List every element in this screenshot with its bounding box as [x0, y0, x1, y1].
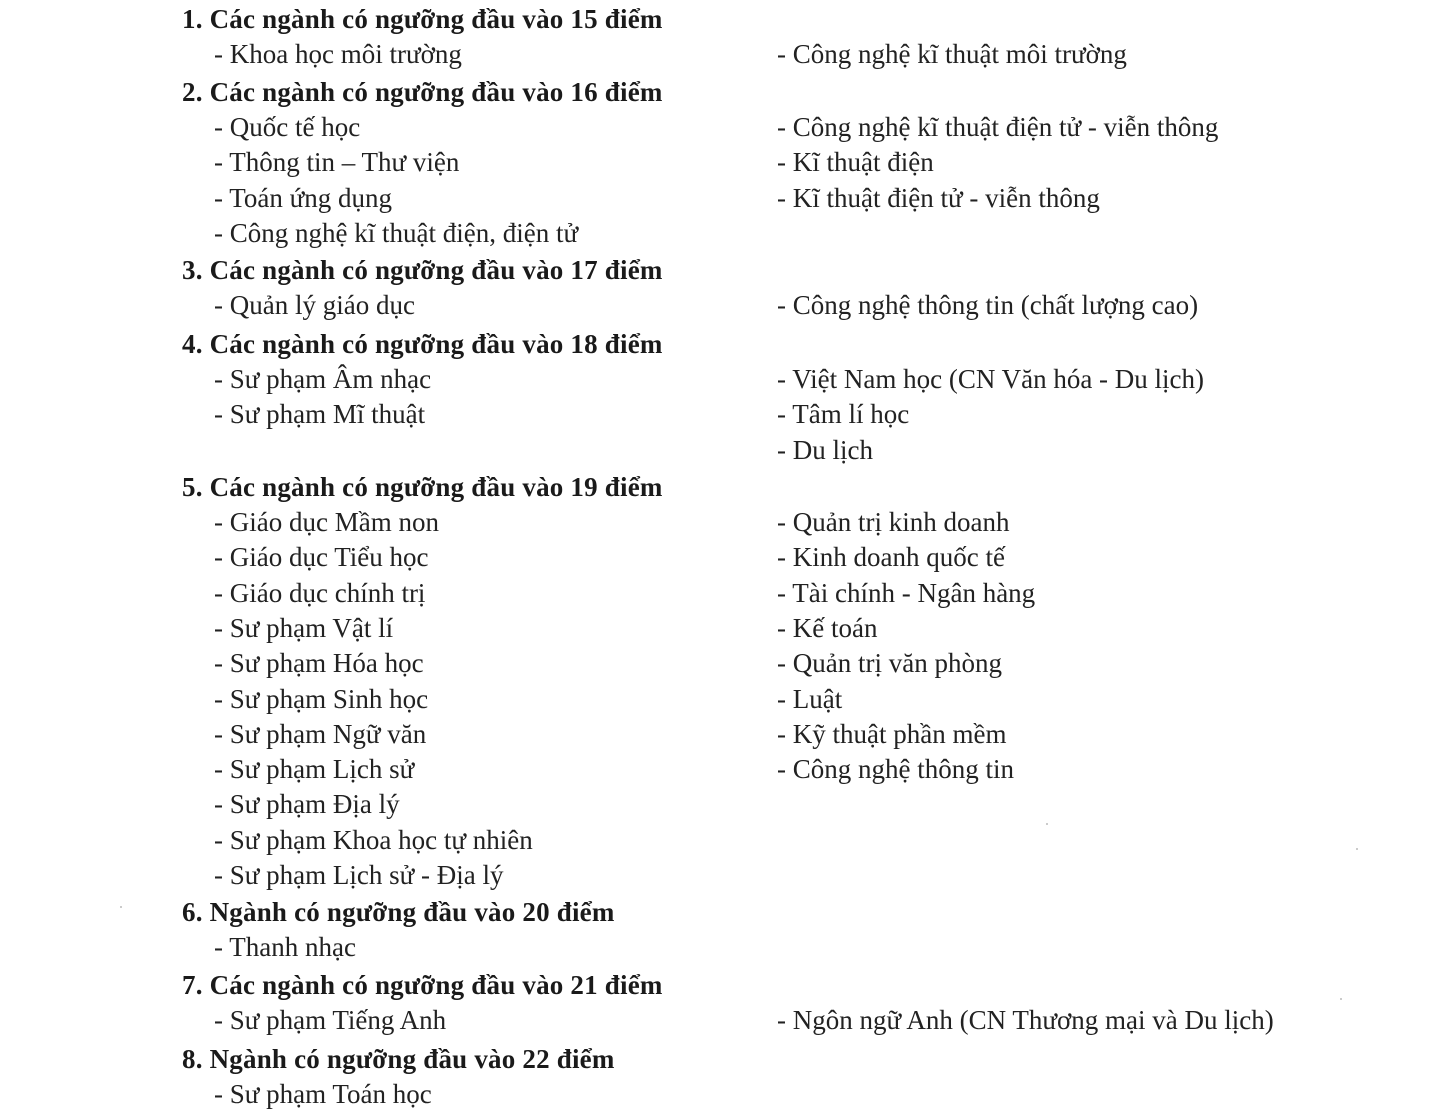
major-item-left: - Sư phạm Mĩ thuật — [214, 399, 426, 430]
major-item-left: - Giáo dục Mầm non — [214, 507, 439, 537]
major-item-right: - Kế toán — [777, 612, 878, 643]
major-item-left: - Sư phạm Tiếng Anh — [214, 1005, 447, 1035]
major-item-left: - Sư phạm Lịch sử - Địa lý — [214, 860, 504, 890]
major-item-right: - Công nghệ thông tin (chất lượng cao) — [777, 290, 1199, 320]
scan-speck — [120, 906, 122, 908]
section-heading: 4. Các ngành có ngưỡng đầu vào 18 điểm — [182, 329, 663, 359]
major-item-left: - Sư phạm Ngữ văn — [214, 718, 427, 749]
major-item-left: - Giáo dục Tiểu học — [214, 542, 429, 573]
major-item-right: - Tâm lí học — [777, 399, 910, 430]
major-item-right: - Quản trị kinh doanh — [777, 507, 1010, 537]
major-item-left: - Thông tin – Thư viện — [214, 147, 460, 178]
major-item-right: - Việt Nam học (CN Văn hóa - Du lịch) — [777, 364, 1205, 394]
major-item-right: - Kinh doanh quốc tế — [777, 542, 1005, 573]
major-item-right: - Tài chính - Ngân hàng — [777, 577, 1036, 608]
major-item-left: - Sư phạm Khoa học tự nhiên — [214, 824, 533, 855]
major-item-right: - Quản trị văn phòng — [777, 648, 1002, 679]
section-heading: 3. Các ngành có ngưỡng đầu vào 17 điểm — [182, 255, 663, 285]
section-heading: 2. Các ngành có ngưỡng đầu vào 16 điểm — [182, 77, 663, 107]
major-item-left: - Công nghệ kĩ thuật điện, điện tử — [214, 217, 579, 248]
major-item-right: - Kĩ thuật điện — [777, 147, 934, 178]
major-item-left: - Sư phạm Âm nhạc — [214, 364, 432, 394]
scan-speck — [1046, 823, 1048, 825]
scan-speck — [1340, 998, 1342, 1000]
major-item-right: - Kĩ thuật điện tử - viễn thông — [777, 182, 1100, 213]
scan-speck — [1356, 848, 1358, 850]
section-heading: 8. Ngành có ngưỡng đầu vào 22 điểm — [182, 1044, 615, 1074]
major-item-left: - Sư phạm Lịch sử — [214, 754, 415, 785]
major-item-left: - Quốc tế học — [214, 112, 361, 142]
major-item-right: - Công nghệ thông tin — [777, 754, 1014, 785]
major-item-right: - Du lịch — [777, 434, 873, 465]
major-item-right: - Kỹ thuật phần mềm — [777, 718, 1007, 749]
major-item-right: - Công nghệ kĩ thuật môi trường — [777, 39, 1127, 69]
major-item-right: - Ngôn ngữ Anh (CN Thương mại và Du lịch) — [777, 1005, 1274, 1035]
major-item-right: - Luật — [777, 683, 843, 714]
major-item-left: - Toán ứng dụng — [214, 182, 392, 213]
major-item-left: - Khoa học môi trường — [214, 39, 462, 69]
section-heading: 5. Các ngành có ngưỡng đầu vào 19 điểm — [182, 472, 663, 502]
major-item-left: - Quản lý giáo dục — [214, 290, 415, 320]
major-item-left: - Sư phạm Địa lý — [214, 789, 400, 820]
section-heading: 7. Các ngành có ngưỡng đầu vào 21 điểm — [182, 970, 663, 1000]
major-item-right: - Công nghệ kĩ thuật điện tử - viễn thông — [777, 112, 1219, 142]
major-item-left: - Sư phạm Vật lí — [214, 612, 394, 643]
major-item-left: - Sư phạm Toán học — [214, 1079, 432, 1109]
major-item-left: - Sư phạm Sinh học — [214, 683, 429, 714]
section-heading: 6. Ngành có ngưỡng đầu vào 20 điểm — [182, 897, 615, 927]
major-item-left: - Thanh nhạc — [214, 932, 356, 962]
major-item-left: - Sư phạm Hóa học — [214, 648, 424, 679]
major-item-left: - Giáo dục chính trị — [214, 577, 426, 608]
section-heading: 1. Các ngành có ngưỡng đầu vào 15 điểm — [182, 4, 663, 34]
